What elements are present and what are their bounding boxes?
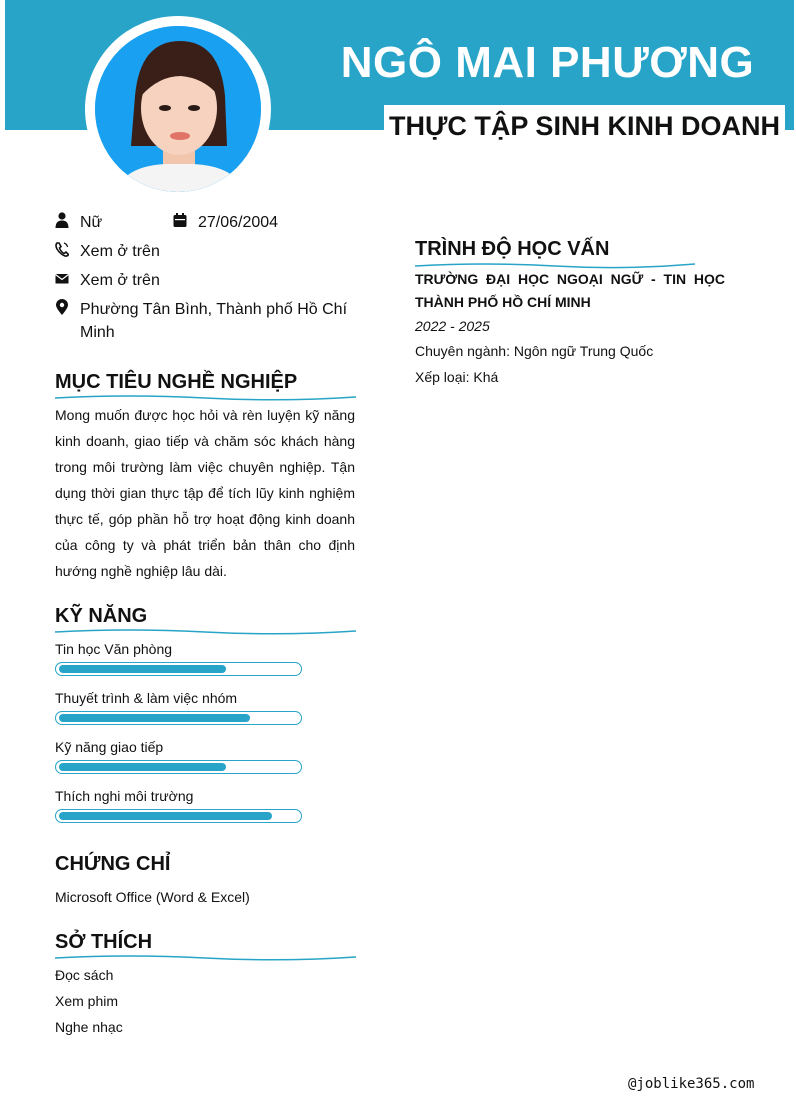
objective-title: MỤC TIÊU NGHỀ NGHIỆP [55, 371, 298, 393]
education-major: Chuyên ngành: Ngôn ngữ Trung Quốc [415, 343, 654, 359]
hobby-item: Đọc sách [55, 967, 114, 983]
phone-value: Xem ở trên [80, 243, 160, 260]
phone-icon [55, 241, 69, 257]
calendar-icon [173, 212, 187, 228]
education-title: TRÌNH ĐỘ HỌC VẤN [415, 238, 610, 260]
certificates-title: CHỨNG CHỈ [55, 853, 171, 875]
hobbies-underline [55, 953, 357, 963]
skill-bar-fill [59, 665, 226, 673]
gender-row [55, 211, 102, 234]
address-value: Phường Tân Bình, Thành phố Hồ Chí Minh [80, 301, 348, 341]
objective-text: Mong muốn được học hỏi và rèn luyện kỹ năng kinh doanh, giao tiếp và chăm sóc khách hàng trong môi trường làm việc chuyên nghiệp. Tận dụng thời gian thực tập để tích lũy kinh nghiệm thực tế, góp phần hỗ trợ hoạt động kinh doanh của công ty và phát triển bản thân cho định hướng nghề nghiệp lâu dài. [55, 407, 355, 579]
skill-bar [55, 711, 302, 725]
skills-title: KỸ NĂNG [55, 605, 148, 627]
certificate-item: Microsoft Office (Word & Excel) [55, 889, 250, 905]
email-value: Xem ở trên [80, 272, 160, 289]
education-grade: Xếp loại: Khá [415, 369, 499, 385]
job-title: THỰC TẬP SINH KINH DOANH [389, 111, 780, 141]
skill-label: Tin học Văn phòng [55, 641, 173, 657]
address-row [55, 298, 355, 344]
skill-bar-fill [59, 714, 250, 722]
skill-label: Thuyết trình & làm việc nhóm [55, 690, 238, 706]
education-school: TRƯỜNG ĐẠI HỌC NGOẠI NGỮ - TIN HỌC THÀNH PHỐ HỒ CHÍ MINH [415, 271, 725, 310]
email-row [55, 269, 160, 292]
gender-value: Nữ [80, 214, 103, 231]
education-period: 2022 - 2025 [415, 318, 490, 334]
watermark: @joblike365.com [628, 1076, 755, 1092]
skill-label: Kỹ năng giao tiếp [55, 739, 164, 755]
phone-row [55, 240, 160, 263]
skills-underline [55, 627, 357, 637]
map-pin-icon [55, 299, 69, 315]
skill-bar-fill [59, 763, 226, 771]
user-icon [55, 212, 69, 228]
hobby-item: Nghe nhạc [55, 1019, 123, 1035]
hobbies-title: SỞ THÍCH [55, 931, 153, 953]
birthday-value: 27/06/2004 [198, 214, 279, 231]
profile-photo [95, 26, 261, 192]
skill-label: Thích nghi môi trường [55, 788, 194, 804]
envelope-icon [55, 270, 69, 286]
candidate-name: NGÔ MAI PHƯƠNG [340, 38, 755, 87]
skill-bar-fill [59, 812, 272, 820]
hobby-item: Xem phim [55, 993, 119, 1009]
birthday-row [173, 211, 278, 234]
skill-bar [55, 662, 302, 676]
skill-bar [55, 809, 302, 823]
skill-bar [55, 760, 302, 774]
